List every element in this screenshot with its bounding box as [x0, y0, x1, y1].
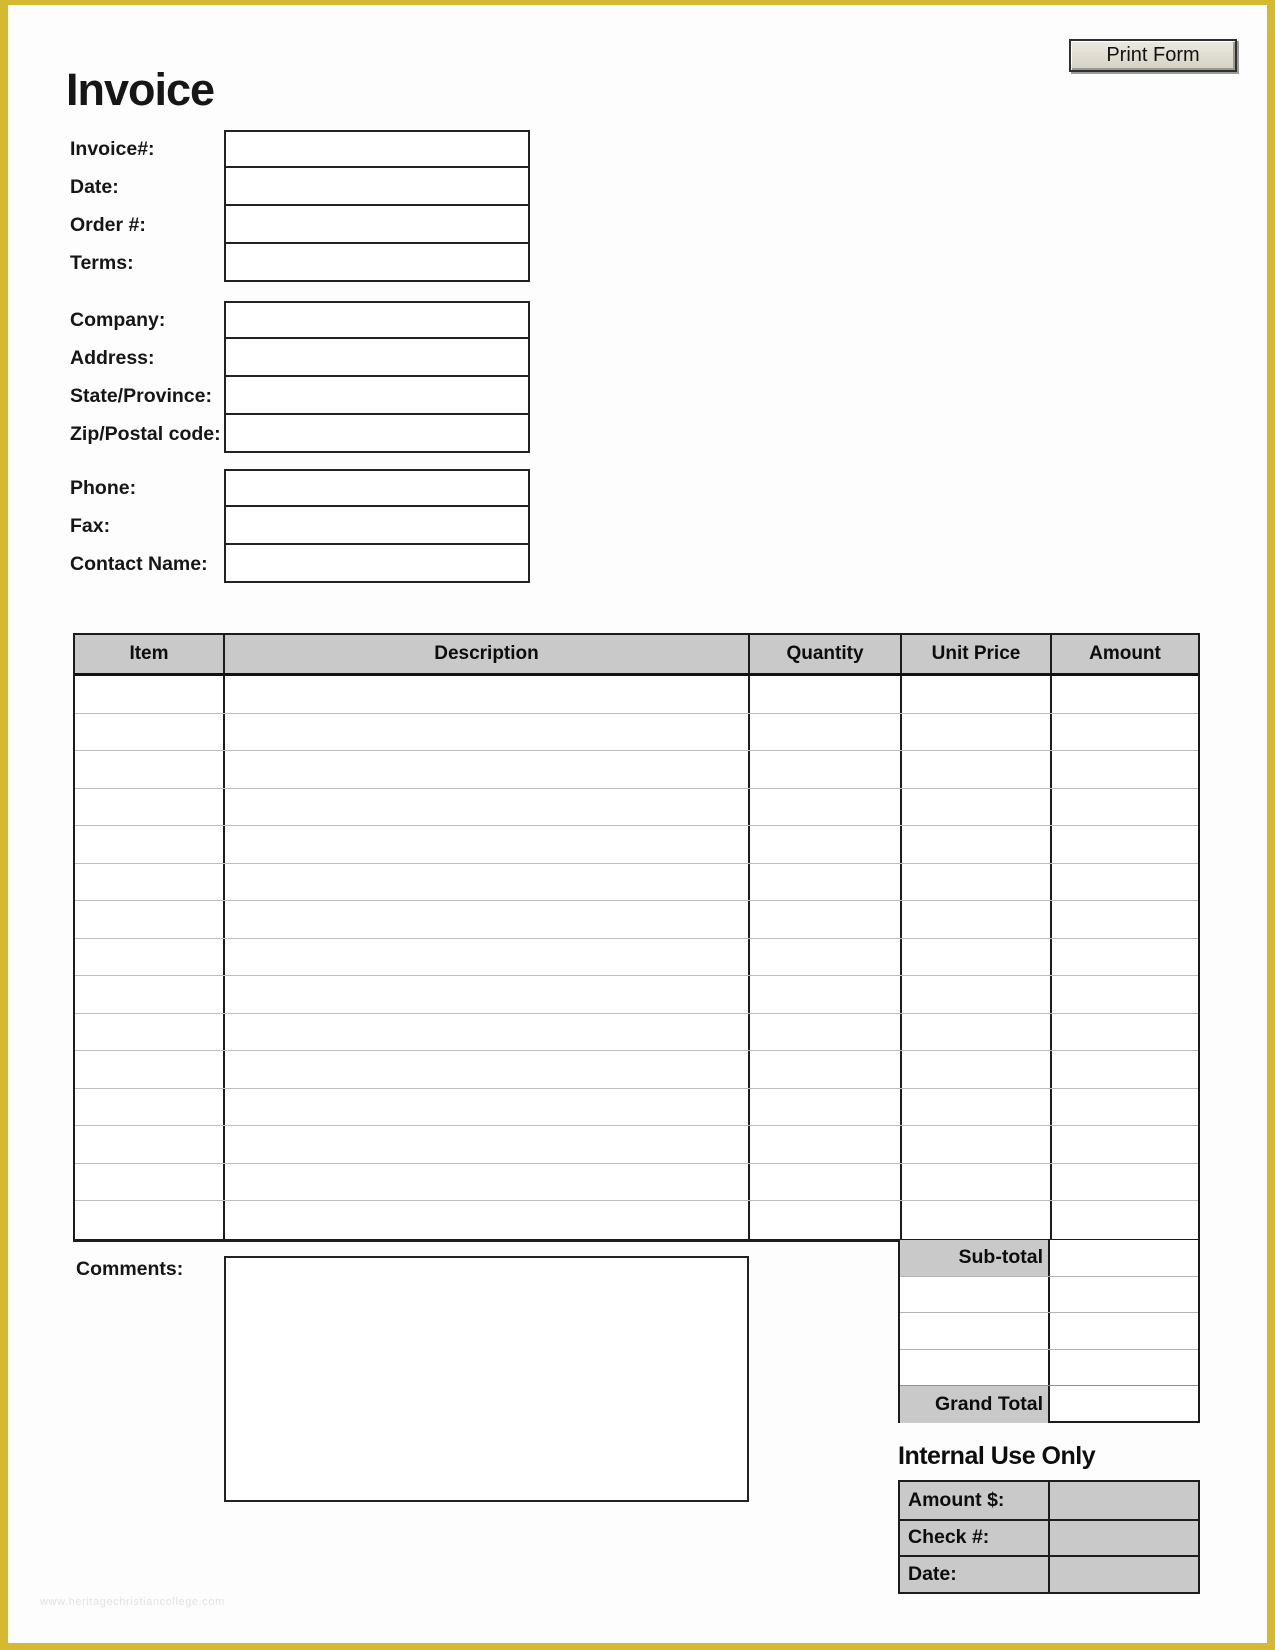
item-cell[interactable] — [748, 751, 900, 788]
zip-postal-code-label: Zip/Postal code: — [70, 422, 221, 445]
item-cell[interactable] — [900, 1201, 1050, 1239]
item-cell[interactable] — [1050, 1201, 1198, 1239]
invoice-number-input[interactable] — [224, 130, 530, 168]
state-province-field-row — [70, 377, 530, 415]
item-cell[interactable] — [1050, 1014, 1198, 1051]
item-cell[interactable] — [1050, 714, 1198, 751]
item-cell[interactable] — [1050, 1164, 1198, 1201]
item-cell[interactable] — [1050, 789, 1198, 826]
internal-check-number-row — [900, 1519, 1198, 1556]
item-cell[interactable] — [75, 714, 223, 751]
page-title: Invoice — [66, 64, 215, 115]
line-items-header — [75, 635, 1198, 676]
summary-value-cell[interactable] — [1048, 1313, 1198, 1349]
date-field-row — [70, 168, 530, 206]
item-row — [75, 1051, 1198, 1089]
column-header-amount: Amount — [1050, 635, 1198, 673]
item-cell[interactable] — [900, 1089, 1050, 1126]
company-field-row — [70, 301, 530, 339]
item-cell[interactable] — [1050, 1051, 1198, 1088]
date-label: Date: — [70, 175, 119, 198]
zip-postal-code-field-row — [70, 415, 530, 453]
item-cell[interactable] — [75, 864, 223, 901]
line-items-body — [75, 676, 1198, 1239]
item-cell[interactable] — [75, 676, 223, 713]
item-cell[interactable] — [1050, 1126, 1198, 1163]
item-cell[interactable] — [900, 939, 1050, 976]
terms-field-row — [70, 244, 530, 282]
internal-amount-value-cell[interactable] — [1048, 1482, 1198, 1519]
item-cell[interactable] — [223, 901, 748, 938]
item-cell[interactable] — [748, 1089, 900, 1126]
summary-blank-cell[interactable] — [900, 1313, 1048, 1349]
item-cell[interactable] — [1050, 826, 1198, 863]
item-cell[interactable] — [1050, 1089, 1198, 1126]
fax-field-row — [70, 507, 530, 545]
item-row — [75, 901, 1198, 939]
item-row — [75, 976, 1198, 1014]
state-province-input[interactable] — [224, 377, 530, 415]
item-cell[interactable] — [748, 1164, 900, 1201]
internal-use-table — [898, 1480, 1200, 1594]
item-cell[interactable] — [900, 751, 1050, 788]
item-row — [75, 1164, 1198, 1202]
item-cell[interactable] — [748, 901, 900, 938]
terms-input[interactable] — [224, 244, 530, 282]
totals-summary — [898, 1240, 1200, 1423]
item-cell[interactable] — [900, 1126, 1050, 1163]
contact-name-label: Contact Name: — [70, 552, 208, 575]
item-cell[interactable] — [748, 864, 900, 901]
item-cell[interactable] — [75, 976, 223, 1013]
summary-value-cell[interactable] — [1048, 1350, 1198, 1386]
item-cell[interactable] — [75, 1126, 223, 1163]
item-row — [75, 939, 1198, 977]
phone-input[interactable] — [224, 469, 530, 507]
item-row — [75, 676, 1198, 714]
item-cell[interactable] — [900, 864, 1050, 901]
item-cell[interactable] — [75, 751, 223, 788]
company-input[interactable] — [224, 301, 530, 339]
item-cell[interactable] — [900, 901, 1050, 938]
company-label: Company: — [70, 308, 166, 331]
item-row — [75, 1089, 1198, 1127]
item-row — [75, 1201, 1198, 1239]
internal-amount-row — [900, 1482, 1198, 1519]
item-cell[interactable] — [223, 789, 748, 826]
contact-name-input[interactable] — [224, 545, 530, 583]
address-label: Address: — [70, 346, 155, 369]
item-cell[interactable] — [748, 1126, 900, 1163]
internal-check-number-label: Check #: — [908, 1526, 990, 1549]
item-cell[interactable] — [900, 714, 1050, 751]
terms-label: Terms: — [70, 251, 134, 274]
item-cell[interactable] — [223, 751, 748, 788]
internal-date-row — [900, 1555, 1198, 1592]
address-field-row — [70, 339, 530, 377]
item-row — [75, 1014, 1198, 1052]
item-cell[interactable] — [900, 789, 1050, 826]
item-cell[interactable] — [748, 1051, 900, 1088]
summary-blank-cell[interactable] — [900, 1350, 1048, 1386]
item-cell[interactable] — [223, 1089, 748, 1126]
item-cell[interactable] — [75, 1164, 223, 1201]
zip-postal-code-input[interactable] — [224, 415, 530, 453]
item-cell[interactable] — [1050, 751, 1198, 788]
item-cell[interactable] — [75, 901, 223, 938]
item-cell[interactable] — [223, 826, 748, 863]
comments-label: Comments: — [76, 1258, 184, 1280]
item-cell[interactable] — [748, 826, 900, 863]
item-cell[interactable] — [748, 1014, 900, 1051]
invoice-number-label: Invoice#: — [70, 137, 155, 160]
item-cell[interactable] — [748, 714, 900, 751]
item-row — [75, 751, 1198, 789]
comments-input[interactable] — [224, 1256, 749, 1502]
item-cell[interactable] — [900, 826, 1050, 863]
fax-label: Fax: — [70, 514, 111, 537]
item-row — [75, 789, 1198, 827]
item-cell[interactable] — [75, 939, 223, 976]
state-province-label: State/Province: — [70, 384, 212, 407]
item-cell[interactable] — [75, 1201, 223, 1239]
summary-blank-row — [900, 1313, 1198, 1350]
item-cell[interactable] — [223, 676, 748, 713]
print-form-button[interactable]: Print Form — [1069, 39, 1237, 72]
date-input[interactable] — [224, 168, 530, 206]
item-cell[interactable] — [223, 976, 748, 1013]
internal-amount-label: Amount $: — [908, 1488, 1005, 1511]
summary-value-cell[interactable] — [1048, 1386, 1198, 1423]
item-cell[interactable] — [223, 864, 748, 901]
item-cell[interactable] — [75, 1089, 223, 1126]
phone-label: Phone: — [70, 476, 137, 499]
item-cell[interactable] — [223, 1126, 748, 1163]
grand-total-label: Grand Total — [900, 1386, 1048, 1423]
invoice-meta-field-group — [70, 130, 530, 282]
item-cell[interactable] — [900, 976, 1050, 1013]
watermark-text: www.heritagechristiancollege.com — [40, 1596, 225, 1608]
contact-name-field-row — [70, 545, 530, 583]
phone-field-row — [70, 469, 530, 507]
item-cell[interactable] — [1050, 676, 1198, 713]
fax-input[interactable] — [224, 507, 530, 545]
internal-check-number-value-cell[interactable] — [1048, 1521, 1198, 1556]
item-cell[interactable] — [900, 1014, 1050, 1051]
column-header-unit-price: Unit Price — [900, 635, 1050, 673]
item-cell[interactable] — [75, 1014, 223, 1051]
item-cell[interactable] — [1050, 939, 1198, 976]
contact-field-group — [70, 469, 530, 583]
item-cell[interactable] — [1050, 976, 1198, 1013]
item-row — [75, 864, 1198, 902]
item-cell[interactable] — [900, 1051, 1050, 1088]
item-cell[interactable] — [75, 789, 223, 826]
order-number-label: Order #: — [70, 213, 146, 236]
item-row — [75, 1126, 1198, 1164]
item-cell[interactable] — [748, 1201, 900, 1239]
item-cell[interactable] — [748, 676, 900, 713]
column-header-item: Item — [129, 643, 169, 664]
item-cell[interactable] — [748, 976, 900, 1013]
summary-blank-row — [900, 1350, 1198, 1387]
sub-total-label: Sub-total — [900, 1240, 1048, 1276]
item-cell[interactable] — [1050, 901, 1198, 938]
item-cell[interactable] — [75, 1051, 223, 1088]
internal-date-value-cell[interactable] — [1048, 1557, 1198, 1592]
item-row — [75, 826, 1198, 864]
item-row — [75, 714, 1198, 752]
address-input[interactable] — [224, 339, 530, 377]
item-cell[interactable] — [223, 1014, 748, 1051]
item-cell[interactable] — [223, 1164, 748, 1201]
item-cell[interactable] — [223, 1201, 748, 1239]
internal-use-heading: Internal Use Only — [898, 1442, 1096, 1470]
item-cell[interactable] — [748, 939, 900, 976]
item-cell[interactable] — [75, 826, 223, 863]
column-header-quantity: Quantity — [748, 635, 900, 673]
item-cell[interactable] — [223, 939, 748, 976]
invoice-number-field-row — [70, 130, 530, 168]
item-cell[interactable] — [900, 1164, 1050, 1201]
order-number-input[interactable] — [224, 206, 530, 244]
item-cell[interactable] — [748, 789, 900, 826]
sub-total-row — [900, 1240, 1198, 1277]
grand-total-row — [900, 1386, 1198, 1423]
item-cell[interactable] — [223, 1051, 748, 1088]
column-header-description: Description — [223, 635, 748, 673]
item-cell[interactable] — [1050, 864, 1198, 901]
line-items-table — [73, 633, 1200, 1242]
summary-blank-cell[interactable] — [900, 1277, 1048, 1313]
summary-value-cell[interactable] — [1048, 1240, 1198, 1276]
order-number-field-row — [70, 206, 530, 244]
item-cell[interactable] — [223, 714, 748, 751]
company-field-group — [70, 301, 530, 453]
internal-date-label: Date: — [908, 1563, 957, 1586]
summary-value-cell[interactable] — [1048, 1277, 1198, 1313]
summary-blank-row — [900, 1277, 1198, 1314]
item-cell[interactable] — [900, 676, 1050, 713]
